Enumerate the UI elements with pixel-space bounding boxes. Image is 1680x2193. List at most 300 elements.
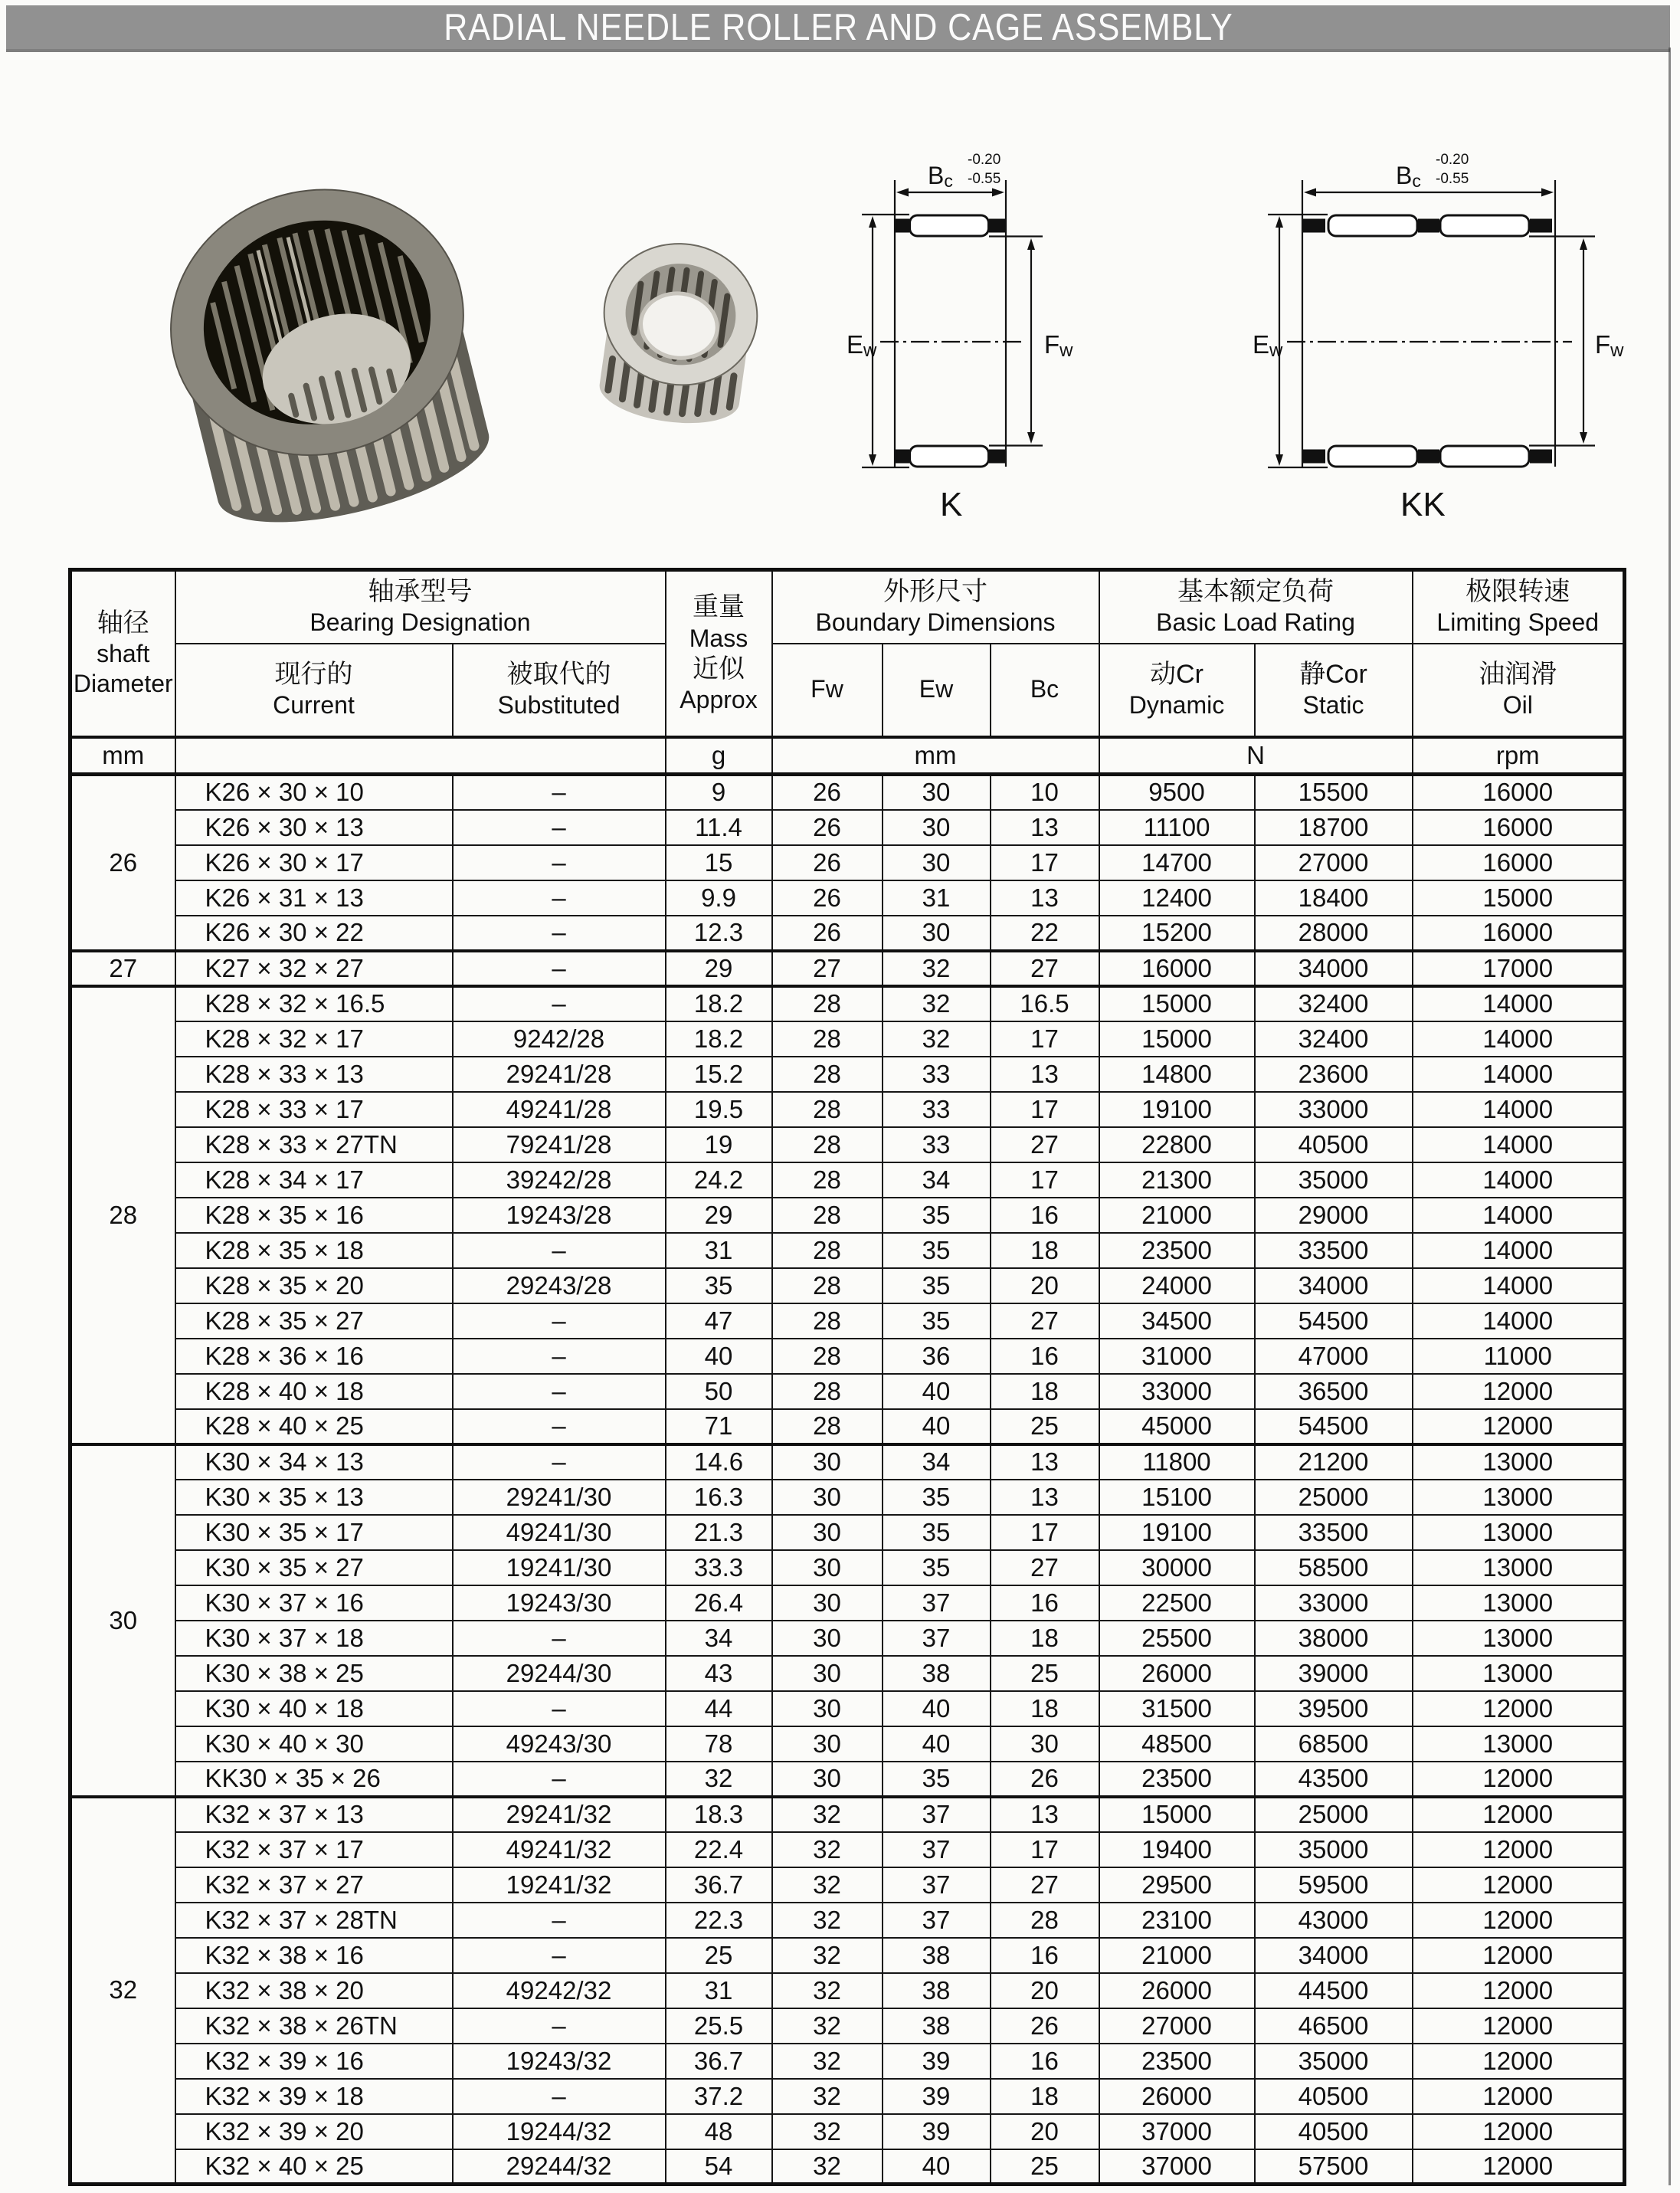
fw-cell: 30 [772,1656,883,1691]
table-row [70,1198,1625,1233]
shaft-diameter-cell: 28 [70,986,175,1444]
speed-cell: 12000 [1413,1973,1625,2008]
substituted-cell: – [453,775,666,810]
dynamic-load-cell: 22500 [1099,1585,1255,1621]
mass-cell: 32 [666,1762,772,1797]
substituted-cell: – [453,951,666,986]
svg-text:Bc: Bc [1396,162,1421,191]
substituted-cell: 19243/32 [453,2044,666,2079]
substituted-cell: 49241/30 [453,1515,666,1550]
substituted-cell: 19244/32 [453,2114,666,2149]
designation-cell: K30 × 34 × 13 [175,1444,453,1480]
speed-cell: 14000 [1413,1233,1625,1268]
ew-cell: 39 [883,2044,991,2079]
designation-cell: K28 × 33 × 17 [175,1092,453,1127]
bc-cell: 18 [991,1374,1099,1409]
ew-cell: 35 [883,1480,991,1515]
mass-cell: 11.4 [666,810,772,845]
ew-cell: 32 [883,951,991,986]
static-load-cell: 34000 [1255,951,1413,986]
fw-cell: 27 [772,951,883,986]
substituted-cell: – [453,1444,666,1480]
dynamic-load-cell: 45000 [1099,1409,1255,1444]
ew-cell: 38 [883,1973,991,2008]
static-load-cell: 59500 [1255,1867,1413,1903]
substituted-cell: 29241/28 [453,1057,666,1092]
dynamic-load-cell: 11800 [1099,1444,1255,1480]
dynamic-load-cell: 26000 [1099,2079,1255,2114]
substituted-cell: – [453,845,666,880]
col-header-substituted: 被取代的 Substituted [453,644,666,737]
dynamic-load-cell: 26000 [1099,1656,1255,1691]
bc-cell: 16 [991,1938,1099,1973]
speed-cell: 13000 [1413,1550,1625,1585]
shaft-diameter-cell: 27 [70,951,175,986]
mass-cell: 43 [666,1656,772,1691]
shaft-diameter-cell: 32 [70,1797,175,2185]
table-row [70,1726,1625,1762]
fw-cell: 32 [772,2008,883,2044]
table-row [70,1832,1625,1867]
mass-cell: 54 [666,2149,772,2185]
dynamic-load-cell: 23500 [1099,1233,1255,1268]
static-load-cell: 33000 [1255,1585,1413,1621]
fw-cell: 28 [772,1127,883,1162]
table-row [70,1092,1625,1127]
substituted-cell: 19243/28 [453,1198,666,1233]
table-row [70,1480,1625,1515]
diagram-k-label: K [940,486,963,523]
col-header-bc: Bc [991,644,1099,737]
ew-cell: 35 [883,1268,991,1303]
ew-cell: 37 [883,1797,991,1832]
mass-cell: 34 [666,1621,772,1656]
designation-cell: K32 × 39 × 18 [175,2079,453,2114]
mass-cell: 9 [666,775,772,810]
ew-cell: 32 [883,986,991,1021]
substituted-cell: – [453,1691,666,1726]
substituted-cell: – [453,2079,666,2114]
col-header-designation: 轴承型号 Bearing Designation [175,570,666,644]
ew-cell: 37 [883,1585,991,1621]
dynamic-load-cell: 25500 [1099,1621,1255,1656]
mass-cell: 22.4 [666,1832,772,1867]
mass-cell: 26.4 [666,1585,772,1621]
static-load-cell: 40500 [1255,2114,1413,2149]
dynamic-load-cell: 14700 [1099,845,1255,880]
fw-cell: 30 [772,1621,883,1656]
mass-cell: 44 [666,1691,772,1726]
col-header-dimensions: 外形尺寸 Boundary Dimensions [772,570,1099,644]
col-header-load-rating: 基本额定负荷 Basic Load Rating [1099,570,1413,644]
designation-cell: K30 × 35 × 27 [175,1550,453,1585]
speed-cell: 12000 [1413,1832,1625,1867]
designation-cell: K32 × 38 × 20 [175,1973,453,2008]
col-header-shaft: 轴径 shaft Diameter [70,570,175,737]
dynamic-load-cell: 24000 [1099,1268,1255,1303]
bc-cell: 13 [991,810,1099,845]
bc-cell: 25 [991,2149,1099,2185]
table-row [70,986,1625,1021]
bc-cell: 16.5 [991,986,1099,1021]
mass-cell: 19 [666,1127,772,1162]
speed-cell: 14000 [1413,1268,1625,1303]
col-header-oil: 油润滑 Oil [1413,644,1625,737]
dynamic-load-cell: 15200 [1099,916,1255,951]
substituted-cell: – [453,1303,666,1339]
substituted-cell: 49242/32 [453,1973,666,2008]
dynamic-load-cell: 19400 [1099,1832,1255,1867]
dynamic-load-cell: 34500 [1099,1303,1255,1339]
designation-cell: K28 × 32 × 16.5 [175,986,453,1021]
col-header-dynamic: 动Cr Dynamic [1099,644,1255,737]
static-load-cell: 29000 [1255,1198,1413,1233]
speed-cell: 16000 [1413,775,1625,810]
ew-cell: 35 [883,1515,991,1550]
ew-cell: 38 [883,1938,991,1973]
designation-cell: K32 × 37 × 27 [175,1867,453,1903]
mass-cell: 24.2 [666,1162,772,1198]
table-row [70,1656,1625,1691]
designation-cell: K28 × 34 × 17 [175,1162,453,1198]
substituted-cell: – [453,810,666,845]
dynamic-load-cell: 21300 [1099,1162,1255,1198]
speed-cell: 14000 [1413,1021,1625,1057]
table-row [70,880,1625,916]
svg-text:-0.55: -0.55 [1436,171,1469,187]
ew-cell: 37 [883,1832,991,1867]
substituted-cell: 9242/28 [453,1021,666,1057]
table-row [70,1374,1625,1409]
mass-cell: 25.5 [666,2008,772,2044]
table-row [70,775,1625,810]
table-row [70,1515,1625,1550]
static-load-cell: 68500 [1255,1726,1413,1762]
bc-cell: 18 [991,2079,1099,2114]
speed-cell: 13000 [1413,1621,1625,1656]
dynamic-load-cell: 19100 [1099,1092,1255,1127]
bearing-photo-large [84,142,567,548]
speed-cell: 12000 [1413,1691,1625,1726]
substituted-cell: – [453,1938,666,1973]
substituted-cell: 49243/30 [453,1726,666,1762]
fw-cell: 28 [772,1233,883,1268]
designation-cell: K28 × 35 × 18 [175,1233,453,1268]
mass-cell: 9.9 [666,880,772,916]
ew-cell: 30 [883,810,991,845]
table-row [70,1444,1625,1480]
designation-cell: K32 × 38 × 16 [175,1938,453,1973]
mass-cell: 25 [666,1938,772,1973]
mass-cell: 19.5 [666,1092,772,1127]
bc-cell: 30 [991,1726,1099,1762]
static-load-cell: 25000 [1255,1480,1413,1515]
table-row [70,1162,1625,1198]
bc-cell: 26 [991,1762,1099,1797]
mass-cell: 18.2 [666,1021,772,1057]
unit-shaft: mm [70,737,175,775]
bc-cell: 18 [991,1691,1099,1726]
designation-cell: K32 × 40 × 25 [175,2149,453,2185]
static-load-cell: 33500 [1255,1515,1413,1550]
ew-cell: 35 [883,1550,991,1585]
table-row [70,1762,1625,1797]
designation-cell: K30 × 40 × 30 [175,1726,453,1762]
static-load-cell: 40500 [1255,1127,1413,1162]
table-row [70,951,1625,986]
fw-cell: 28 [772,1374,883,1409]
substituted-cell: – [453,1903,666,1938]
substituted-cell: – [453,1233,666,1268]
static-load-cell: 43500 [1255,1762,1413,1797]
bc-cell: 27 [991,1127,1099,1162]
substituted-cell: 19243/30 [453,1585,666,1621]
designation-cell: K28 × 36 × 16 [175,1339,453,1374]
dynamic-load-cell: 15000 [1099,986,1255,1021]
ew-cell: 37 [883,1867,991,1903]
fw-cell: 26 [772,775,883,810]
col-header-static: 静Cor Static [1255,644,1413,737]
bc-cell: 17 [991,1092,1099,1127]
static-load-cell: 57500 [1255,2149,1413,2185]
substituted-cell: – [453,2008,666,2044]
static-load-cell: 18400 [1255,880,1413,916]
col-header-limiting-speed: 极限转速 Limiting Speed [1413,570,1625,644]
mass-cell: 18.3 [666,1797,772,1832]
static-load-cell: 38000 [1255,1621,1413,1656]
speed-cell: 12000 [1413,2114,1625,2149]
static-load-cell: 35000 [1255,1832,1413,1867]
mass-cell: 37.2 [666,2079,772,2114]
fw-cell: 32 [772,1832,883,1867]
table-row [70,1057,1625,1092]
svg-text:Bc: Bc [928,162,953,191]
table-row [70,1585,1625,1621]
static-load-cell: 34000 [1255,1268,1413,1303]
bc-cell: 22 [991,916,1099,951]
ew-cell: 30 [883,916,991,951]
mass-cell: 36.7 [666,1867,772,1903]
designation-cell: K32 × 37 × 28TN [175,1903,453,1938]
diagram-kk-label: KK [1400,486,1446,523]
bc-cell: 17 [991,1162,1099,1198]
static-load-cell: 15500 [1255,775,1413,810]
speed-cell: 14000 [1413,986,1625,1021]
fw-cell: 30 [772,1480,883,1515]
dynamic-load-cell: 37000 [1099,2114,1255,2149]
static-load-cell: 35000 [1255,2044,1413,2079]
bc-cell: 17 [991,845,1099,880]
substituted-cell: 29244/32 [453,2149,666,2185]
table-row [70,1233,1625,1268]
fw-cell: 28 [772,1303,883,1339]
page-title: RADIAL NEEDLE ROLLER AND CAGE ASSEMBLY [443,6,1233,48]
designation-cell: K28 × 35 × 27 [175,1303,453,1339]
mass-cell: 29 [666,951,772,986]
static-load-cell: 33500 [1255,1233,1413,1268]
speed-cell: 14000 [1413,1162,1625,1198]
designation-cell: K27 × 32 × 27 [175,951,453,986]
ew-cell: 33 [883,1057,991,1092]
dynamic-load-cell: 12400 [1099,880,1255,916]
table-row [70,1303,1625,1339]
mass-cell: 78 [666,1726,772,1762]
fw-cell: 28 [772,1162,883,1198]
fw-cell: 26 [772,880,883,916]
col-header-mass: 重量 Mass 近似 Approx [666,570,772,737]
bc-cell: 13 [991,880,1099,916]
speed-cell: 12000 [1413,1374,1625,1409]
ew-cell: 30 [883,775,991,810]
mass-cell: 33.3 [666,1550,772,1585]
dynamic-load-cell: 15100 [1099,1480,1255,1515]
fw-cell: 32 [772,1973,883,2008]
bearing-photo-small [559,211,797,479]
static-load-cell: 43000 [1255,1903,1413,1938]
static-load-cell: 21200 [1255,1444,1413,1480]
substituted-cell: 49241/28 [453,1092,666,1127]
speed-cell: 14000 [1413,1057,1625,1092]
svg-text:Fw: Fw [1044,330,1073,361]
fw-cell: 28 [772,986,883,1021]
bc-cell: 20 [991,2114,1099,2149]
designation-cell: K32 × 37 × 17 [175,1832,453,1867]
mass-cell: 16.3 [666,1480,772,1515]
spec-table [68,568,1626,2186]
table-row [70,2114,1625,2149]
table-row [70,2149,1625,2185]
substituted-cell: – [453,986,666,1021]
dynamic-load-cell: 30000 [1099,1550,1255,1585]
designation-cell: K26 × 30 × 17 [175,845,453,880]
substituted-cell: – [453,1374,666,1409]
bc-cell: 10 [991,775,1099,810]
designation-cell: K26 × 31 × 13 [175,880,453,916]
dynamic-load-cell: 19100 [1099,1515,1255,1550]
dynamic-load-cell: 15000 [1099,1797,1255,1832]
designation-cell: K28 × 40 × 18 [175,1374,453,1409]
substituted-cell: 19241/30 [453,1550,666,1585]
table-row [70,810,1625,845]
designation-cell: K32 × 39 × 16 [175,2044,453,2079]
col-header-current: 现行的 Current [175,644,453,737]
dynamic-load-cell: 26000 [1099,1973,1255,2008]
fw-cell: 32 [772,1867,883,1903]
dynamic-load-cell: 11100 [1099,810,1255,845]
ew-cell: 37 [883,1621,991,1656]
ew-cell: 30 [883,845,991,880]
ew-cell: 36 [883,1339,991,1374]
mass-cell: 47 [666,1303,772,1339]
shaft-diameter-cell: 26 [70,775,175,951]
table-row [70,2079,1625,2114]
speed-cell: 12000 [1413,1938,1625,1973]
svg-text:Ew: Ew [847,330,877,361]
static-load-cell: 34000 [1255,1938,1413,1973]
ew-cell: 31 [883,880,991,916]
bc-cell: 27 [991,951,1099,986]
bc-cell: 28 [991,1903,1099,1938]
col-header-ew: Ew [883,644,991,737]
table-row [70,2008,1625,2044]
table-row [70,2044,1625,2079]
table-row [70,1021,1625,1057]
fw-cell: 32 [772,1797,883,1832]
static-load-cell: 47000 [1255,1339,1413,1374]
static-load-cell: 27000 [1255,845,1413,880]
ew-cell: 40 [883,1374,991,1409]
bc-cell: 13 [991,1480,1099,1515]
ew-cell: 33 [883,1092,991,1127]
mass-cell: 50 [666,1374,772,1409]
ew-cell: 33 [883,1127,991,1162]
svg-text:Ew: Ew [1253,330,1283,361]
bc-cell: 27 [991,1550,1099,1585]
static-load-cell: 44500 [1255,1973,1413,2008]
designation-cell: K30 × 37 × 16 [175,1585,453,1621]
speed-cell: 12000 [1413,2079,1625,2114]
mass-cell: 18.2 [666,986,772,1021]
static-load-cell: 36500 [1255,1374,1413,1409]
table-row [70,1797,1625,1832]
bc-cell: 13 [991,1057,1099,1092]
mass-cell: 12.3 [666,916,772,951]
speed-cell: 12000 [1413,1409,1625,1444]
speed-cell: 12000 [1413,1762,1625,1797]
table-row [70,916,1625,951]
designation-cell: K30 × 38 × 25 [175,1656,453,1691]
substituted-cell: 29243/28 [453,1268,666,1303]
fw-cell: 32 [772,2149,883,2185]
fw-cell: 30 [772,1762,883,1797]
dynamic-load-cell: 23500 [1099,2044,1255,2079]
speed-cell: 16000 [1413,810,1625,845]
designation-cell: K28 × 33 × 13 [175,1057,453,1092]
static-load-cell: 28000 [1255,916,1413,951]
table-row [70,1867,1625,1903]
scan-edge-line [1669,48,1671,2185]
ew-cell: 34 [883,1444,991,1480]
static-load-cell: 35000 [1255,1162,1413,1198]
substituted-cell: 49241/32 [453,1832,666,1867]
designation-cell: KK30 × 35 × 26 [175,1762,453,1797]
unit-mass: g [666,737,772,775]
bc-cell: 25 [991,1656,1099,1691]
table-row [70,1691,1625,1726]
dynamic-load-cell: 14800 [1099,1057,1255,1092]
ew-cell: 35 [883,1233,991,1268]
dynamic-load-cell: 22800 [1099,1127,1255,1162]
substituted-cell: 79241/28 [453,1127,666,1162]
bc-cell: 16 [991,2044,1099,2079]
fw-cell: 28 [772,1021,883,1057]
bc-cell: 27 [991,1303,1099,1339]
static-load-cell: 32400 [1255,1021,1413,1057]
dynamic-load-cell: 23500 [1099,1762,1255,1797]
fw-cell: 30 [772,1585,883,1621]
mass-cell: 48 [666,2114,772,2149]
dynamic-load-cell: 37000 [1099,2149,1255,2185]
mass-cell: 71 [666,1409,772,1444]
ew-cell: 35 [883,1762,991,1797]
fw-cell: 26 [772,845,883,880]
fw-cell: 28 [772,1268,883,1303]
bc-cell: 20 [991,1268,1099,1303]
speed-cell: 12000 [1413,1867,1625,1903]
fw-cell: 26 [772,810,883,845]
table-row [70,1903,1625,1938]
dynamic-load-cell: 21000 [1099,1198,1255,1233]
